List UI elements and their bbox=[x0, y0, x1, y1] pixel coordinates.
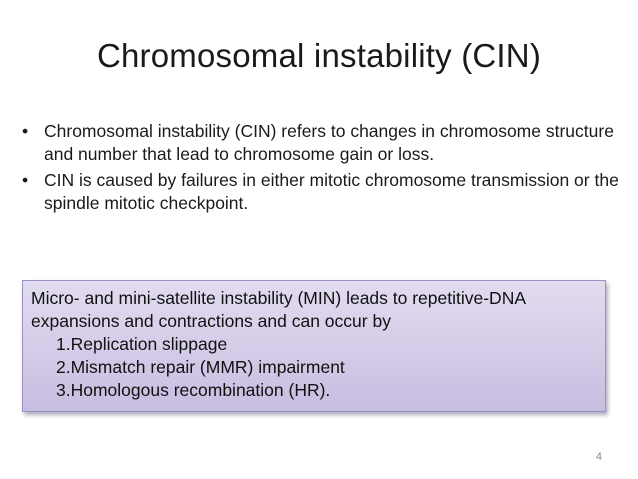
bullet-marker: • bbox=[22, 170, 29, 190]
list-item: 1.Replication slippage bbox=[56, 334, 228, 354]
min-mechanism-list bbox=[31, 333, 597, 402]
list-item: 3.Homologous recombination (HR). bbox=[56, 380, 331, 400]
bullet-list bbox=[22, 120, 622, 218]
bullet-marker: • bbox=[22, 121, 29, 141]
bullet-text: Chromosomal instability (CIN) refers to changes in chromosome structure and number that lead to chromosome gain or loss. bbox=[44, 121, 614, 164]
bullet-item bbox=[22, 169, 622, 215]
min-intro-text: Micro- and mini-satellite instability (MIN) leads to repetitive-DNA expansions and contractions and can occur by bbox=[31, 288, 526, 331]
page-number: 4 bbox=[595, 451, 602, 463]
min-callout-box bbox=[22, 280, 606, 412]
list-item: 2.Mismatch repair (MMR) impairment bbox=[56, 357, 345, 377]
bullet-item bbox=[22, 120, 622, 166]
slide-title: Chromosomal instability (CIN) bbox=[96, 37, 542, 74]
bullet-text: CIN is caused by failures in either mitotic chromosome transmission or the spindle mitotic checkpoint. bbox=[44, 170, 619, 213]
